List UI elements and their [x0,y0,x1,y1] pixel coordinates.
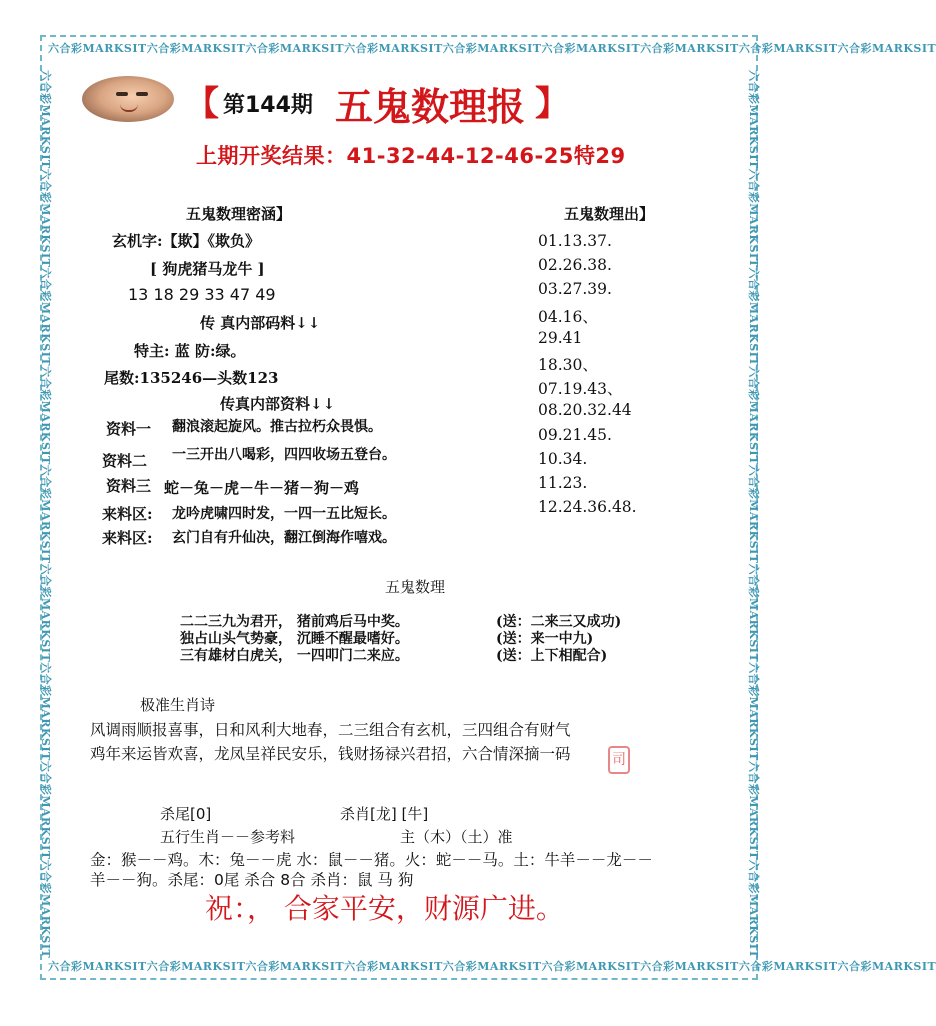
source-1-text: 龙吟虎啸四时发，一四一五比短长。 [172,506,396,522]
bracket-left: 【 [185,84,219,124]
number-group-item: 08.20.32.44 [538,401,632,420]
paper-title: 五鬼数理报 [335,84,526,129]
portrait-image [82,76,174,122]
numerology-title: 五鬼数理 [385,578,446,596]
masthead [185,74,569,129]
red-stamp-mark: 司 [608,746,630,774]
numerology-note-2: (送：来一中九) [496,631,594,647]
number-group-item: 02.26.38. [538,256,612,275]
numerology-note-1: (送：二来三又成功) [496,614,622,630]
five-elements-line-2: 羊－－狗。杀尾：0尾 杀合 8合 杀肖：鼠 马 狗 [90,871,414,889]
number-group-item: 03.27.39. [538,280,612,299]
last-draw-result: 上期开奖结果：41-32-44-12-46-25特29 [196,144,626,168]
numerology-line-1: 二二三九为君开， 猪前鸡后马中奖。 [180,614,409,630]
main-element: 主（木）（土）准 [400,828,513,846]
number-list: 13 18 29 33 47 49 [128,285,276,304]
data-1-label: 资料一 [106,420,152,438]
blessing-text: 祝：， 合家平安，财源广进。 [205,892,564,925]
data-2-label: 资料二 [102,452,148,470]
bracket-right: 】 [535,84,569,124]
source-2-text: 玄门自有升仙决，翻江倒海作嘻戏。 [172,530,396,546]
source-2-label: 来料区: [102,529,153,547]
special-color: 特主: 蓝 防:绿。 [134,342,246,360]
number-group-item: 10.34. [538,449,588,468]
source-1-label: 来料区: [102,505,153,523]
border-text-left: 六合彩MARKSIT六合彩MARKSIT六合彩MARKSIT六合彩MARKSIT六合彩MARKSIT六合彩MARKSIT六合彩MARKSIT六合彩MARKSIT六合彩MARKSIT [39,70,52,959]
numerology-note-3: (送：上下相配合) [496,648,608,664]
fax-heading-1: 传 真内部码料↓↓ [200,314,321,332]
number-group-item: 09.21.45. [538,425,612,444]
five-elements-line-1: 金：猴－－鸡。木：兔－－虎 水：鼠－－猪。火：蛇－－马。土：牛羊－－龙－－ [90,851,653,869]
numerology-line-3: 三有雄材白虎关， 一四叩门二来应。 [180,648,409,664]
data-1-text: 翻浪滚起旋风。推古拉朽众畏惧。 [172,419,382,435]
number-group-item: 04.16、 [538,307,598,326]
zodiac-list: [ 狗虎猪马龙牛 ] [150,260,265,278]
kill-tail: 杀尾[0] [160,805,212,823]
data-3-label: 资料三 [106,477,152,495]
poem-line-2: 鸡年来运皆欢喜，龙凤呈祥民安乐，钱财扬禄兴君招，六合情深摘一码 [90,745,571,763]
numerology-line-2: 独占山头气势豪， 沉睡不醒最嗜好。 [180,631,409,647]
left-section-title: 五鬼数理密涵】 [186,205,292,223]
number-group-item: 11.23. [538,474,588,492]
poem-line-1: 风调雨顺报喜事，日和风利大地春，二三组合有玄机，三四组合有财气 [90,721,571,739]
five-elements-title: 五行生肖－－参考料 [160,828,296,846]
data-3-text: 蛇－兔－虎－牛－猪－狗－鸡 [164,479,360,497]
number-group-item: 01.13.37. [538,232,612,250]
number-group-item: 18.30、 [538,356,598,374]
tail-numbers: 尾数:135246—头数123 [104,369,279,387]
border-text-right: 六合彩MARKSIT六合彩MARKSIT六合彩MARKSIT六合彩MARKSIT六合彩MARKSIT六合彩MARKSIT六合彩MARKSIT六合彩MARKSIT六合彩MARKSIT [747,70,760,959]
data-2-text: 一三开出八喝彩，四四收场五登台。 [172,447,396,463]
fax-heading-2: 传真内部资料↓↓ [220,395,336,413]
number-group-item: 07.19.43、 [538,380,623,399]
number-group-item: 12.24.36.48. [538,498,637,517]
right-section-title: 五鬼数理出】 [564,205,655,223]
issue-number: 第144期 [223,93,313,118]
mystery-word: 玄机字:【欺】《欺负》 [112,232,261,250]
number-group-item: 29.41 [538,328,583,347]
border-text-top: 六合彩MARKSIT六合彩MARKSIT六合彩MARKSIT六合彩MARKSIT六合彩MARKSIT六合彩MARKSIT六合彩MARKSIT六合彩MARKSIT六合彩MARKSIT [48,42,936,55]
border-text-bottom: 六合彩MARKSIT六合彩MARKSIT六合彩MARKSIT六合彩MARKSIT六合彩MARKSIT六合彩MARKSIT六合彩MARKSIT六合彩MARKSIT六合彩MARKSIT [48,960,936,973]
poem-title: 极准生肖诗 [140,696,216,714]
kill-zodiac: 杀肖[龙] [牛] [340,805,429,823]
